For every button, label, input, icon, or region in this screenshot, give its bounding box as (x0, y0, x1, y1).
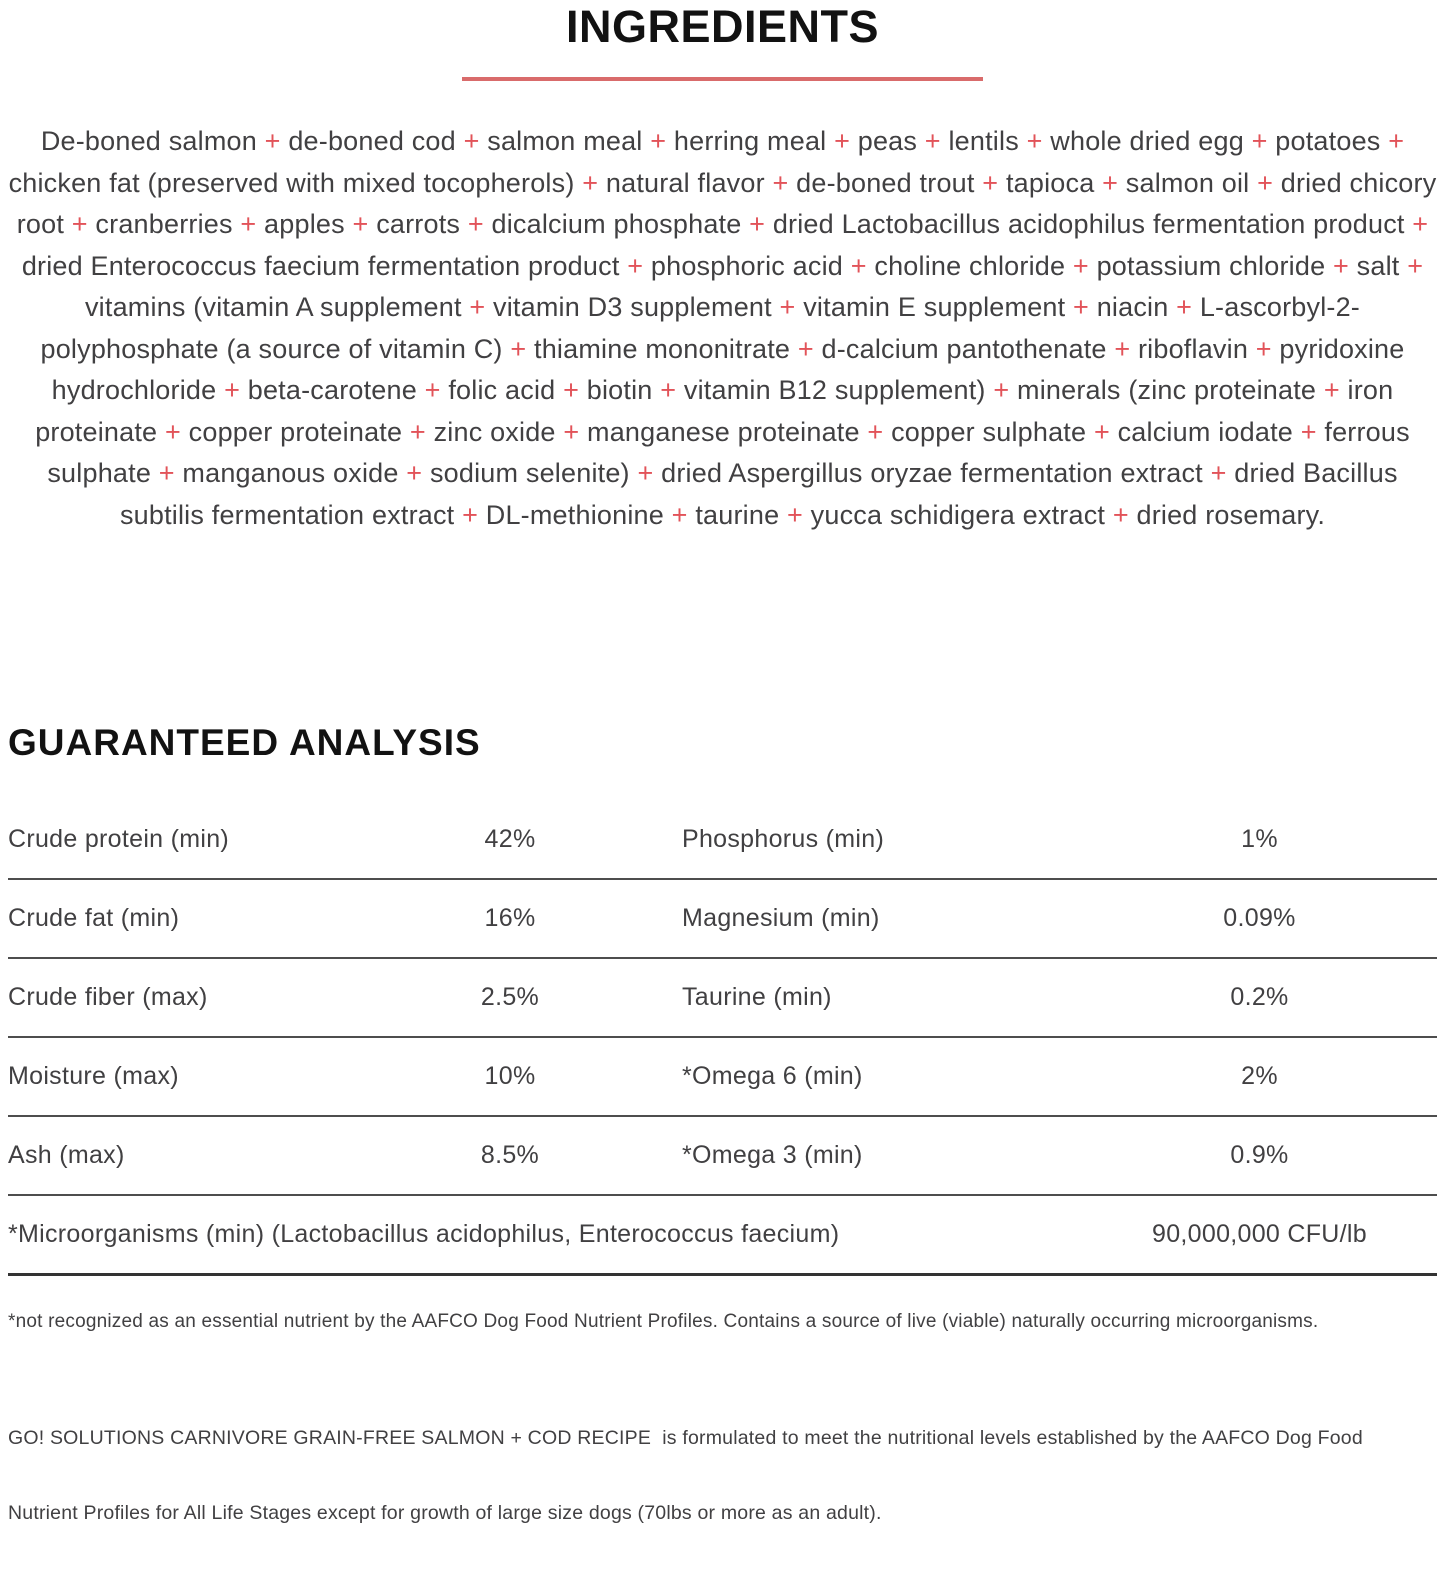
plus-separator-icon: + (406, 458, 423, 488)
guaranteed-analysis-table (8, 801, 1437, 1276)
analysis-value: 42% (484, 825, 536, 853)
plus-separator-icon: + (1093, 416, 1110, 447)
analysis-label: Moisture (max) (8, 1062, 179, 1090)
plus-separator-icon: + (467, 209, 484, 239)
plus-separator-icon: + (671, 499, 688, 530)
plus-separator-icon: + (1257, 167, 1274, 198)
asterisk-footnote: *not recognized as an essential nutrient by the AAFCO Dog Food Nutrient Profiles. Contains a source of live (viable) naturally occurring microorganisms. (8, 1311, 1319, 1332)
analysis-label: Phosphorus (min) (682, 825, 885, 853)
plus-separator-icon: + (158, 458, 175, 488)
ingredients-title: INGREDIENTS (565, 1, 880, 52)
plus-separator-icon: + (779, 292, 796, 322)
analysis-label: Magnesium (min) (682, 904, 880, 932)
plus-separator-icon: + (409, 416, 426, 447)
plus-separator-icon: + (982, 167, 999, 198)
plus-separator-icon: + (463, 126, 480, 156)
plus-separator-icon: + (469, 292, 486, 322)
plus-separator-icon: + (637, 458, 654, 488)
plus-separator-icon: + (1251, 126, 1268, 156)
analysis-label: *Omega 6 (min) (682, 1062, 863, 1090)
analysis-row-fat-magnesium (8, 880, 1437, 959)
analysis-label: Taurine (min) (682, 983, 832, 1011)
plus-separator-icon: + (462, 499, 479, 530)
analysis-row-protein-phosphorus (8, 801, 1437, 880)
analysis-value: 0.09% (1223, 904, 1296, 932)
analysis-label: Crude fat (min) (8, 904, 180, 932)
plus-separator-icon: + (240, 209, 257, 239)
plus-separator-icon: + (1333, 250, 1349, 281)
plus-separator-icon: + (1176, 292, 1193, 322)
plus-separator-icon: + (627, 250, 644, 281)
analysis-label: Crude protein (min) (8, 825, 230, 853)
plus-separator-icon: + (1255, 333, 1272, 364)
guaranteed-analysis-heading: GUARANTEED ANALYSIS (8, 722, 481, 763)
plus-separator-icon: + (224, 375, 241, 405)
plus-separator-icon: + (582, 167, 599, 198)
plus-separator-icon: + (1210, 458, 1227, 488)
analysis-value: 0.9% (1230, 1141, 1289, 1169)
plus-separator-icon: + (772, 167, 789, 198)
analysis-row-microorganisms (8, 1196, 1437, 1276)
plus-separator-icon: + (164, 416, 181, 447)
ingredients-list-text: De-boned salmon + de-boned cod + salmon meal + herring meal + peas + lentils + whole dried egg + potatoes + chicken fat (preserved with mixed tocopherols) + natural flavor + de-boned trout + tapioca + salmon oil + dried chicory root + cranberries + apples + carrots + dicalcium phosphate + dried Lactobacillus acidophilus fermentation product + dried Enterococcus faecium fermentation product + phosphoric acid + choline chloride + potassium chloride + salt + vitamins (vitamin A supplement + vitamin D3 supplement + vitamin E supplement + niacin + L-ascorbyl-2-polyphosphate (a source of vitamin C) + thiamine mononitrate + d-calcium pantothenate + riboflavin + pyridoxine hydrochloride + beta-carotene + folic acid + biotin + vitamin B12 supplement) + minerals (zinc proteinate + iron proteinate + copper proteinate + zinc oxide + manganese proteinate + copper sulphate + calcium iodate + ferrous sulphate + manganous oxide + sodium selenite) + dried Aspergillus oryzae fermentation extract + dried Bacillus subtilis fermentation extract + DL-methionine + taurine + yucca schidigera extract + dried rosemary. (8, 126, 1437, 530)
plus-separator-icon: + (264, 126, 281, 156)
analysis-value: 10% (484, 1062, 536, 1090)
plus-separator-icon: + (924, 126, 941, 156)
plus-separator-icon: + (1072, 250, 1089, 281)
plus-separator-icon: + (1026, 126, 1043, 156)
accent-divider-rule (462, 77, 983, 81)
analysis-value: 16% (484, 904, 536, 932)
aafco-statement-line: GO! SOLUTIONS CARNIVORE GRAIN-FREE SALMON + COD RECIPE is formulated to meet the nutritional levels established by the AAFCO Dog Food (8, 1427, 1363, 1449)
analysis-label: Ash (max) (8, 1141, 125, 1169)
plus-separator-icon: + (850, 250, 867, 281)
analysis-value: 2.5% (480, 983, 540, 1011)
plus-separator-icon: + (1102, 167, 1119, 198)
analysis-row-fiber-taurine (8, 959, 1437, 1038)
plus-separator-icon: + (352, 209, 369, 239)
analysis-label: *Microorganisms (min) (Lactobacillus acidophilus, Enterococcus faecium) (8, 1220, 840, 1248)
aafco-statement-line: Nutrient Profiles for All Life Stages except for growth of large size dogs (70lbs or more as an adult). (8, 1502, 882, 1524)
plus-separator-icon: + (1412, 209, 1429, 239)
analysis-value: 2% (1241, 1062, 1278, 1090)
plus-separator-icon: + (1073, 292, 1090, 322)
analysis-label: Crude fiber (max) (8, 983, 208, 1011)
analysis-value: 90,000,000 CFU/lb (1152, 1220, 1367, 1248)
plus-separator-icon: + (867, 416, 884, 447)
plus-separator-icon: + (1407, 250, 1424, 281)
plus-separator-icon: + (424, 375, 441, 405)
analysis-row-moisture-omega6 (8, 1038, 1437, 1117)
plus-separator-icon: + (563, 416, 580, 447)
plus-separator-icon: + (787, 499, 803, 530)
analysis-label: *Omega 3 (min) (682, 1141, 863, 1169)
plus-separator-icon: + (1300, 416, 1317, 447)
plus-separator-icon: + (749, 209, 766, 239)
plus-separator-icon: + (563, 375, 580, 405)
plus-separator-icon: + (834, 126, 851, 156)
plus-separator-icon: + (650, 126, 667, 156)
aafco-statement (8, 1376, 1437, 1576)
plus-separator-icon: + (1323, 375, 1340, 405)
analysis-value: 1% (1241, 825, 1278, 853)
analysis-value: 8.5% (480, 1141, 540, 1169)
plus-separator-icon: + (1114, 333, 1131, 364)
analysis-row-ash-omega3 (8, 1117, 1437, 1196)
plus-separator-icon: + (993, 375, 1010, 405)
analysis-value: 0.2% (1230, 983, 1289, 1011)
plus-separator-icon: + (1112, 499, 1129, 530)
plus-separator-icon: + (660, 375, 677, 405)
plus-separator-icon: + (797, 333, 814, 364)
plus-separator-icon: + (71, 209, 88, 239)
plus-separator-icon: + (510, 333, 527, 364)
plus-separator-icon: + (1388, 126, 1405, 156)
